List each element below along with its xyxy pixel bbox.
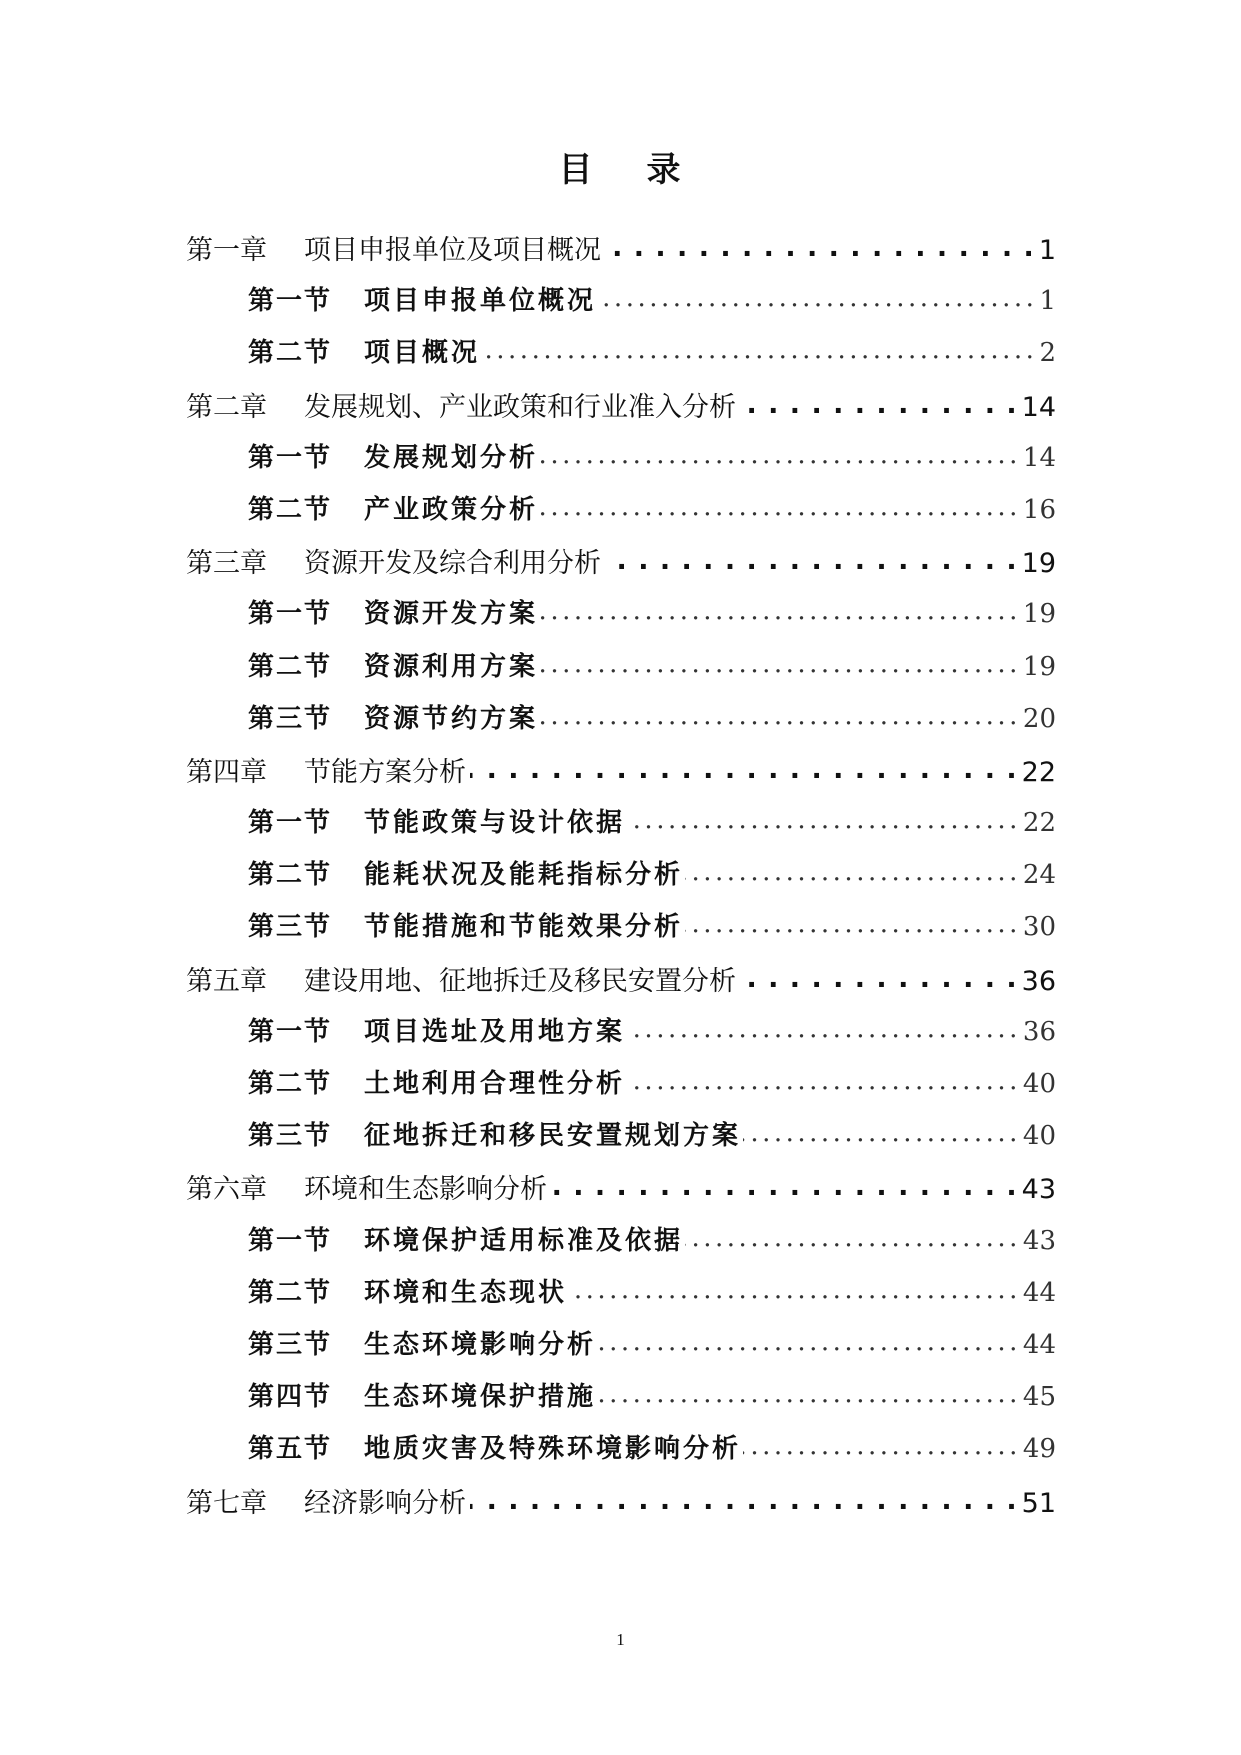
toc-section-entry[interactable] [186, 1376, 1056, 1428]
toc-entry-number: 第一章 [186, 235, 267, 266]
toc-entry-page: 44 [1022, 1277, 1056, 1308]
table-of-contents [186, 228, 1056, 1533]
toc-entry-title: 资源开发及综合利用分析 [304, 548, 601, 580]
toc-entry-number: 第一节 [248, 442, 333, 473]
toc-section-entry[interactable] [186, 1272, 1056, 1324]
dot-leader [482, 335, 1037, 361]
toc-entry-number: 第一节 [248, 286, 333, 317]
dot-leader [627, 1014, 1021, 1040]
toc-entry-page: 51 [1021, 1487, 1056, 1519]
toc-entry-title: 地质灾害及特殊环境影响分析 [364, 1434, 742, 1465]
toc-section-entry[interactable] [186, 1220, 1056, 1272]
toc-entry-page: 20 [1022, 703, 1056, 734]
toc-entry-title: 生态环境影响分析 [364, 1329, 597, 1360]
toc-entry-title: 征地拆迁和移民安置规划方案 [364, 1121, 742, 1152]
toc-entry-page: 14 [1021, 391, 1056, 423]
toc-section-entry[interactable] [186, 698, 1056, 750]
toc-entry-page: 44 [1022, 1329, 1056, 1360]
dot-leader [540, 440, 1021, 466]
toc-entry-page: 19 [1022, 651, 1056, 682]
toc-section-entry[interactable] [186, 1115, 1056, 1167]
toc-section-entry[interactable] [186, 854, 1056, 906]
toc-entry-title: 生态环境保护措施 [364, 1382, 597, 1413]
toc-section-entry[interactable] [186, 1428, 1056, 1480]
toc-section-entry[interactable] [186, 280, 1056, 332]
dot-leader [551, 1171, 1018, 1198]
toc-entry-number: 第一节 [248, 1016, 333, 1047]
toc-entry-number: 第一节 [248, 599, 333, 630]
toc-entry-number: 第六章 [186, 1174, 267, 1206]
toc-entry-page: 22 [1021, 756, 1056, 788]
toc-entry-title: 资源节约方案 [364, 703, 539, 734]
toc-entry-page: 30 [1022, 912, 1056, 943]
dot-leader [685, 857, 1021, 883]
toc-entry-title: 节能方案分析 [304, 756, 466, 788]
toc-entry-title: 节能措施和节能效果分析 [364, 912, 684, 943]
toc-entry-number: 第三节 [248, 1329, 333, 1360]
dot-leader [470, 754, 1018, 781]
toc-section-entry[interactable] [186, 1324, 1056, 1376]
toc-entry-title: 发展规划、产业政策和行业准入分析 [304, 391, 736, 423]
toc-section-entry[interactable] [186, 646, 1056, 698]
toc-entry-page: 45 [1022, 1382, 1056, 1413]
toc-entry-page: 19 [1022, 599, 1056, 630]
toc-entry-number: 第二节 [248, 494, 333, 525]
dot-leader [569, 1275, 1021, 1301]
toc-chapter-entry[interactable] [186, 959, 1056, 1011]
toc-chapter-entry[interactable] [186, 1481, 1056, 1533]
dot-leader [540, 701, 1021, 727]
dot-leader [598, 1379, 1021, 1405]
toc-chapter-entry[interactable] [186, 385, 1056, 437]
toc-entry-title: 节能政策与设计依据 [364, 808, 626, 839]
toc-entry-number: 第三章 [186, 548, 267, 580]
toc-chapter-entry[interactable] [186, 541, 1056, 593]
toc-entry-title: 建设用地、征地拆迁及移民安置分析 [304, 965, 736, 997]
toc-entry-page: 14 [1022, 442, 1056, 473]
toc-section-entry[interactable] [186, 437, 1056, 489]
toc-section-entry[interactable] [186, 906, 1056, 958]
toc-entry-title: 项目申报单位及项目概况 [304, 235, 601, 266]
toc-entry-page: 19 [1021, 548, 1056, 580]
toc-entry-number: 第四节 [248, 1382, 333, 1413]
toc-entry-title: 资源开发方案 [364, 599, 539, 630]
toc-entry-title: 产业政策分析 [364, 494, 539, 525]
toc-section-entry[interactable] [186, 489, 1056, 541]
toc-entry-number: 第三节 [248, 912, 333, 943]
dot-leader [743, 1118, 1021, 1144]
toc-entry-title: 环境保护适用标准及依据 [364, 1225, 684, 1256]
dot-leader [743, 1431, 1021, 1457]
toc-entry-page: 36 [1021, 965, 1056, 997]
toc-entry-page: 40 [1022, 1121, 1056, 1152]
toc-entry-page: 49 [1022, 1434, 1056, 1465]
toc-entry-title: 环境和生态影响分析 [304, 1174, 547, 1206]
toc-entry-title: 项目选址及用地方案 [364, 1016, 626, 1047]
toc-entry-page: 24 [1022, 860, 1056, 891]
dot-leader [685, 909, 1021, 935]
dot-leader [540, 596, 1021, 622]
toc-entry-title: 项目申报单位概况 [364, 286, 597, 317]
toc-entry-number: 第二节 [248, 651, 333, 682]
toc-entry-number: 第三节 [248, 1121, 333, 1152]
toc-heading [0, 148, 1241, 192]
toc-entry-title: 环境和生态现状 [364, 1277, 568, 1308]
dot-leader [470, 1485, 1018, 1512]
toc-entry-number: 第一节 [248, 1225, 333, 1256]
toc-entry-title: 土地利用合理性分析 [364, 1069, 626, 1099]
toc-entry-number: 第七章 [186, 1487, 267, 1519]
toc-chapter-entry[interactable] [186, 228, 1056, 280]
dot-leader [627, 805, 1021, 831]
toc-entry-title: 项目概况 [364, 338, 481, 369]
toc-section-entry[interactable] [186, 1063, 1056, 1115]
toc-entry-number: 第二节 [248, 1277, 333, 1308]
dot-leader [685, 1223, 1021, 1249]
toc-entry-page: 1 [1039, 286, 1056, 317]
dot-leader [598, 283, 1037, 309]
toc-entry-number: 第五节 [248, 1434, 333, 1465]
dot-leader [540, 492, 1021, 518]
toc-chapter-entry[interactable] [186, 1167, 1056, 1219]
dot-leader [740, 389, 1018, 416]
toc-entry-number: 第二节 [248, 1069, 333, 1099]
dot-leader [540, 649, 1021, 675]
toc-entry-title: 经济影响分析 [304, 1487, 466, 1519]
toc-heading-left: 目 [558, 150, 595, 190]
dot-leader [598, 1327, 1021, 1353]
toc-chapter-entry[interactable] [186, 750, 1056, 802]
toc-entry-page: 2 [1039, 338, 1056, 369]
toc-entry-number: 第五章 [186, 965, 267, 997]
toc-section-entry[interactable] [186, 1011, 1056, 1063]
dot-leader [627, 1066, 1021, 1092]
toc-entry-title: 资源利用方案 [364, 651, 539, 682]
toc-entry-page: 43 [1021, 1174, 1056, 1206]
toc-section-entry[interactable] [186, 593, 1056, 645]
toc-section-entry[interactable] [186, 332, 1056, 384]
toc-entry-number: 第二章 [186, 391, 267, 423]
page-number: 1 [616, 1630, 625, 1649]
toc-entry-page: 1 [1038, 235, 1056, 266]
dot-leader [740, 963, 1018, 990]
toc-entry-number: 第二节 [248, 338, 333, 369]
toc-entry-page: 43 [1022, 1225, 1056, 1256]
toc-entry-page: 36 [1022, 1016, 1056, 1047]
toc-entry-number: 第二节 [248, 860, 333, 891]
toc-heading-right: 录 [646, 150, 683, 190]
dot-leader [605, 545, 1018, 572]
toc-section-entry[interactable] [186, 802, 1056, 854]
toc-entry-number: 第三节 [248, 703, 333, 734]
toc-entry-page: 22 [1022, 808, 1056, 839]
toc-entry-title: 能耗状况及能耗指标分析 [364, 860, 684, 891]
toc-entry-page: 40 [1022, 1069, 1056, 1099]
toc-entry-number: 第一节 [248, 808, 333, 839]
toc-entry-number: 第四章 [186, 756, 267, 788]
dot-leader [605, 232, 1035, 259]
toc-entry-page: 16 [1022, 494, 1056, 525]
toc-entry-title: 发展规划分析 [364, 442, 539, 473]
